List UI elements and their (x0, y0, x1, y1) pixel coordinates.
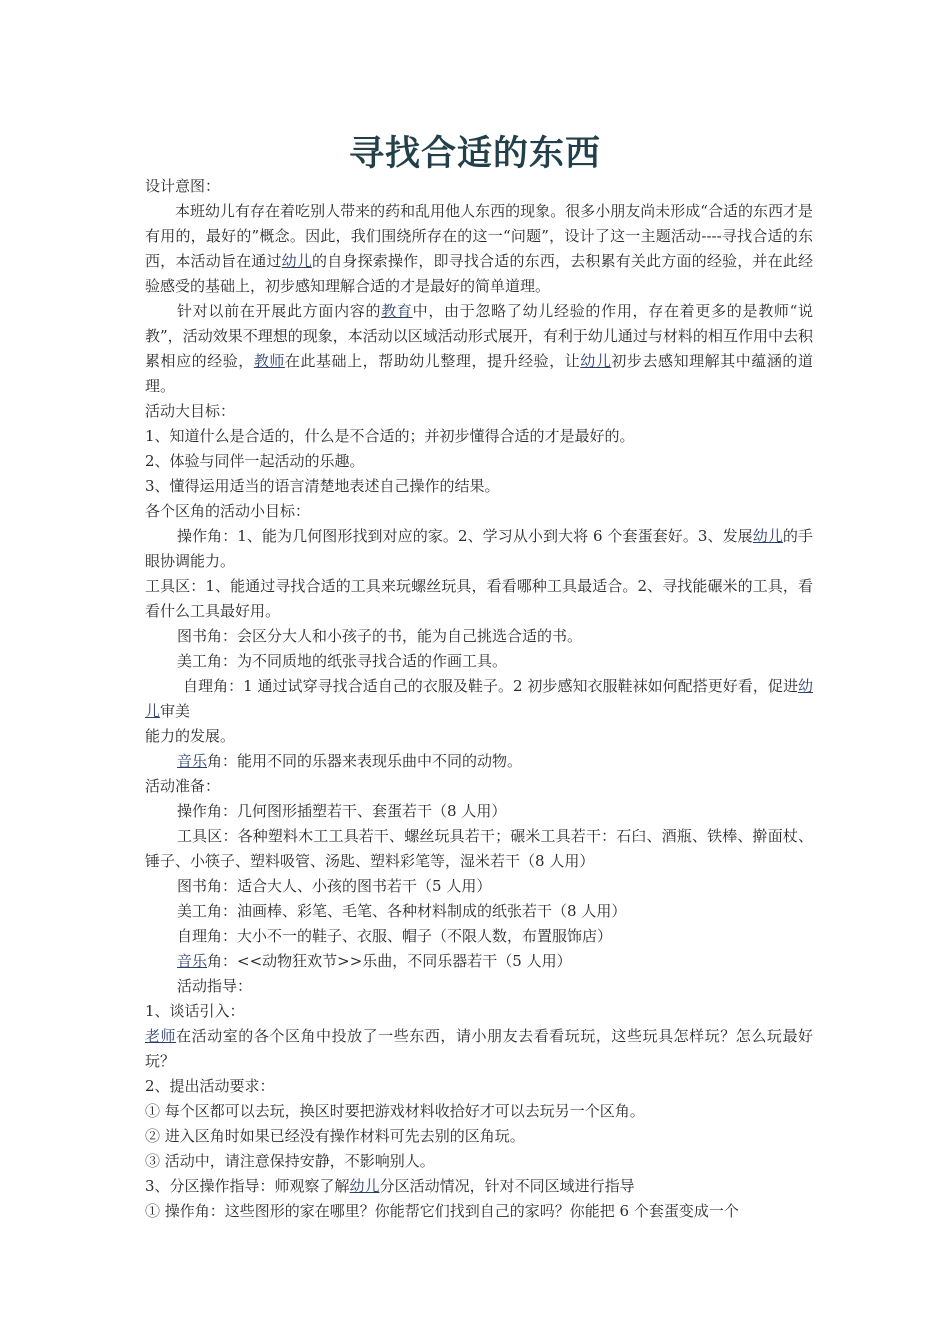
requirement-item: ① 每个区都可以去玩，换区时要把游戏材料收拾好才可以去玩另一个区角。 (145, 1102, 645, 1120)
step-3: 3、分区操作指导：师观察了解幼儿分区活动情况，针对不同区域进行指导 (145, 1177, 635, 1195)
prep-art: 美工角：油画棒、彩笔、毛笔、各种材料制成的纸张若干（8 人用） (177, 902, 627, 920)
link-youer[interactable]: 幼儿 (580, 352, 612, 370)
goal-item: 1、知道什么是合适的，什么是不合适的；并初步懂得合适的才是最好的。 (145, 427, 635, 445)
prep-music: 音乐角：<<动物狂欢节>>乐曲，不同乐器若干（5 人用） (177, 952, 572, 970)
step-3-item: ① 操作角：这些图形的家在哪里？你能帮它们找到自己的家吗？你能把 6 个套蛋变成一个 (145, 1202, 739, 1220)
prep-operation: 操作角：几何图形插塑若干、套蛋若干（8 人用） (177, 802, 507, 820)
link-jiaoyu[interactable]: 教育 (381, 302, 413, 320)
step-2: 2、提出活动要求： (145, 1077, 275, 1095)
goal-item: 2、体验与同伴一起活动的乐趣。 (145, 452, 365, 470)
requirement-item: ③ 活动中，请注意保持安静，不影响别人。 (145, 1152, 435, 1170)
requirement-item: ② 进入区角时如果已经没有操作材料可先去别的区角玩。 (145, 1127, 525, 1145)
step-1-text: 老师在活动室的各个区角中投放了一些东西，请小朋友去看看玩玩，这些玩具怎样玩？怎么玩最好玩？ (145, 1027, 813, 1070)
sub-goal-self-care-cont: 能力的发展。 (145, 727, 236, 745)
goals-heading: 活动大目标： (145, 402, 236, 420)
sub-goal-self-care: 自理角：1 通过试穿寻找合适自己的衣服及鞋子。2 初步感知衣服鞋袜如何配搭更好看，促进幼儿审美 (145, 677, 813, 720)
prep-heading: 活动准备： (145, 777, 221, 795)
sub-goal-operation: 操作角：1、能为几何图形找到对应的家。2、学习从小到大将 6 个套蛋套好。3、发展幼儿的手眼协调能力。 (145, 527, 813, 570)
link-youer[interactable]: 幼儿 (145, 677, 813, 720)
sub-goal-music: 音乐角：能用不同的乐器来表现乐曲中不同的动物。 (177, 752, 523, 770)
sub-goal-tools: 工具区：1、能通过寻找合适的工具来玩螺丝玩具，看看哪种工具最适合。2、寻找能碾米的工具，看看什么工具最好用。 (145, 577, 813, 620)
intro-paragraph-2: 针对以前在开展此方面内容的教育中，由于忽略了幼儿经验的作用，存在着更多的是教师“说教”，活动效果不理想的现象，本活动以区域活动形式展开，有利于幼儿通过与材料的相互作用中去积累相应的经验，教师在此基础上，帮助幼儿整理，提升经验，让幼儿初步去感知理解其中蕴涵的道理。 (145, 302, 813, 395)
document-body (145, 174, 813, 1224)
link-yinyue[interactable]: 音乐 (177, 952, 208, 970)
intro-heading: 设计意图： (145, 177, 221, 195)
prep-books: 图书角：适合大人、小孩的图书若干（5 人用） (177, 877, 492, 895)
prep-self-care: 自理角：大小不一的鞋子、衣服、帽子（不限人数，布置服饰店） (177, 927, 613, 945)
document-title: 寻找合适的东西 (348, 134, 601, 174)
link-youer[interactable]: 幼儿 (349, 1177, 380, 1195)
sub-goal-books: 图书角：会区分大人和小孩子的书，能为自己挑选合适的书。 (177, 627, 583, 645)
sub-goal-art: 美工角：为不同质地的纸张寻找合适的作画工具。 (177, 652, 508, 670)
guide-heading: 活动指导： (177, 977, 253, 995)
link-youer[interactable]: 幼儿 (752, 527, 783, 545)
link-yinyue[interactable]: 音乐 (177, 752, 208, 770)
link-jiaoshi[interactable]: 教师 (253, 352, 285, 370)
goal-item: 3、懂得运用适当的语言清楚地表述自己操作的结果。 (145, 477, 500, 495)
link-youer[interactable]: 幼儿 (281, 252, 313, 270)
sub-goals-heading: 各个区角的活动小目标： (145, 502, 311, 520)
intro-paragraph-1: 本班幼儿有存在着吃别人带来的药和乱用他人东西的现象。很多小朋友尚未形成“合适的东西才是有用的，最好的”概念。因此，我们围绕所存在的这一“问题”，设计了这一主题活动----寻找合适的东西，本活动旨在通过幼儿的自身探索操作，即寻找合适的东西，去积累有关此方面的经验，并在此经验感受的基础上，初步感知理解合适的才是最好的简单道理。 (145, 202, 813, 295)
prep-tools: 工具区：各种塑料木工工具若干、螺丝玩具若干；碾米工具若干：石臼、酒瓶、铁棒、擀面杖、锤子、小筷子、塑料吸管、汤匙、塑料彩笔等，湿米若干（8 人用） (145, 827, 813, 870)
link-laoshi[interactable]: 老师 (145, 1027, 177, 1045)
step-1: 1、谈话引入： (145, 1002, 245, 1020)
